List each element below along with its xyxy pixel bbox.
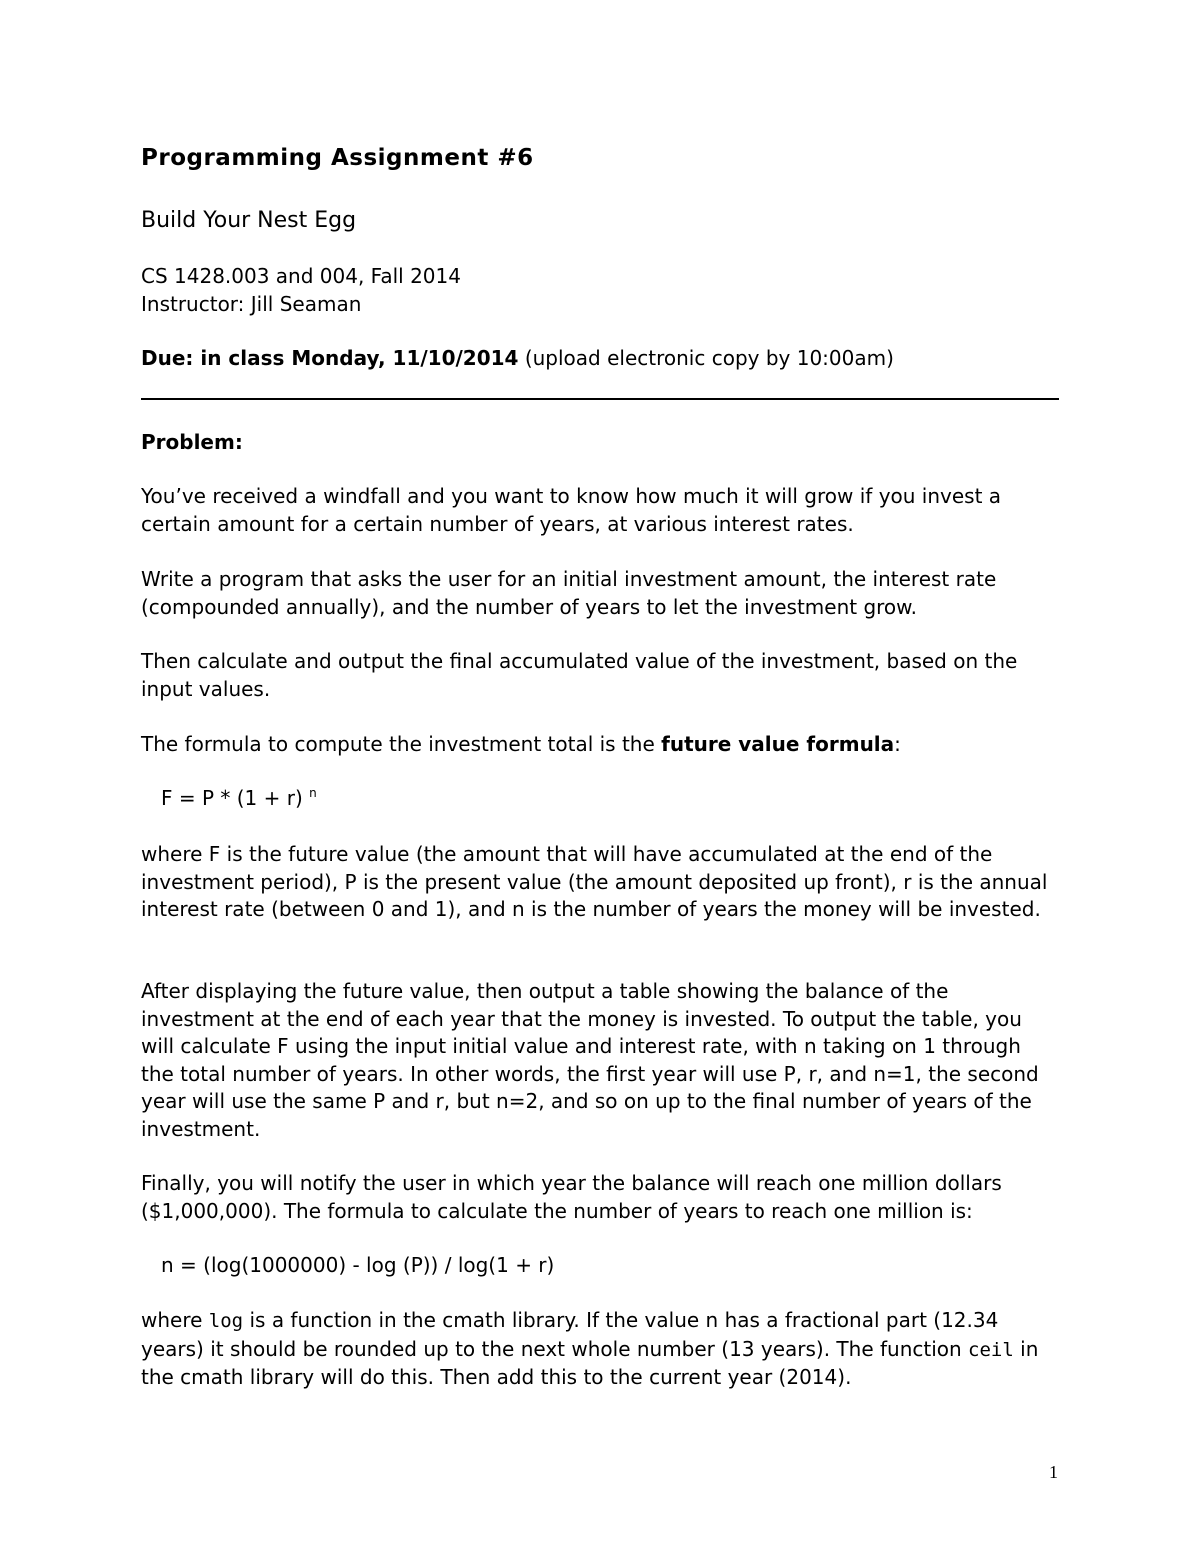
- page-subtitle: Build Your Nest Egg: [141, 208, 357, 233]
- paragraph-1: [141, 483, 1059, 538]
- p8-b: is a function in the cmath library. If the value n has a fractional part (12.34 years) it should be rounded up to the next whole number (13 years). The function: [141, 1308, 999, 1361]
- paragraph-6: [141, 978, 1059, 1143]
- p4-before: The formula to compute the investment total is the: [141, 732, 662, 756]
- paragraph-4: [141, 731, 1059, 759]
- formula-years-to-million: n = (log(1000000) - log (P)) / log(1 + r): [161, 1253, 555, 1277]
- formula-future-value-base: F = P * (1 + r): [161, 786, 303, 810]
- paragraph-6-text: After displaying the future value, then output a table showing the balance of the investment at the end of each year that the money is invested. To output the table, you will calculate F using the input initial value and interest rate, with n taking on 1 through the total number of years. In other words, the first year will use P, r, and n=1, the second year will use the same P and r, but n=2, and so on up to the final number of years of the investment.: [141, 979, 1039, 1141]
- paragraph-8: [141, 1307, 1059, 1392]
- paragraph-5: [141, 841, 1059, 924]
- formula-future-value-exponent: n: [309, 786, 317, 800]
- page-number: 1: [1049, 1462, 1058, 1482]
- header-divider: [141, 398, 1059, 400]
- instructor-line: Instructor: Jill Seaman: [141, 292, 362, 316]
- paragraph-2: [141, 566, 1059, 621]
- course-line: CS 1428.003 and 004, Fall 2014: [141, 264, 461, 288]
- due-line: [141, 344, 894, 372]
- due-note: (upload electronic copy by 10:00am): [518, 346, 894, 370]
- code-ceil: ceil: [968, 1338, 1014, 1361]
- p8-a: where: [141, 1308, 209, 1332]
- formula-future-value: [161, 786, 317, 810]
- p4-after: :: [894, 732, 901, 756]
- paragraph-7-text: Finally, you will notify the user in which year the balance will reach one million dollars ($1,000,000). The formula to calculate the number of years to reach one million is:: [141, 1171, 1002, 1223]
- p4-bold: future value formula: [661, 732, 895, 756]
- paragraph-3: [141, 648, 1059, 703]
- paragraph-1-text: You’ve received a windfall and you want to know how much it will grow if you invest a certain amount for a certain number of years, at various interest rates.: [141, 484, 1002, 536]
- due-label: Due: in class Monday, 11/10/2014: [141, 346, 519, 370]
- paragraph-3-text: Then calculate and output the final accumulated value of the investment, based on the input values.: [141, 649, 1018, 701]
- page-title: Programming Assignment #6: [141, 145, 534, 171]
- problem-heading: Problem:: [141, 430, 243, 454]
- p8-c: in the cmath library will do this. Then add this to the current year (2014).: [141, 1336, 1039, 1389]
- code-log: log: [208, 1310, 244, 1332]
- paragraph-2-text: Write a program that asks the user for an initial investment amount, the interest rate (compounded annually), and the number of years to let the investment grow.: [141, 567, 997, 619]
- paragraph-7: [141, 1170, 1059, 1225]
- paragraph-5-text: where F is the future value (the amount that will have accumulated at the end of the investment period), P is the present value (the amount deposited up front), r is the annual interest rate (between 0 and 1), and n is the number of years the money will be invested.: [141, 842, 1048, 921]
